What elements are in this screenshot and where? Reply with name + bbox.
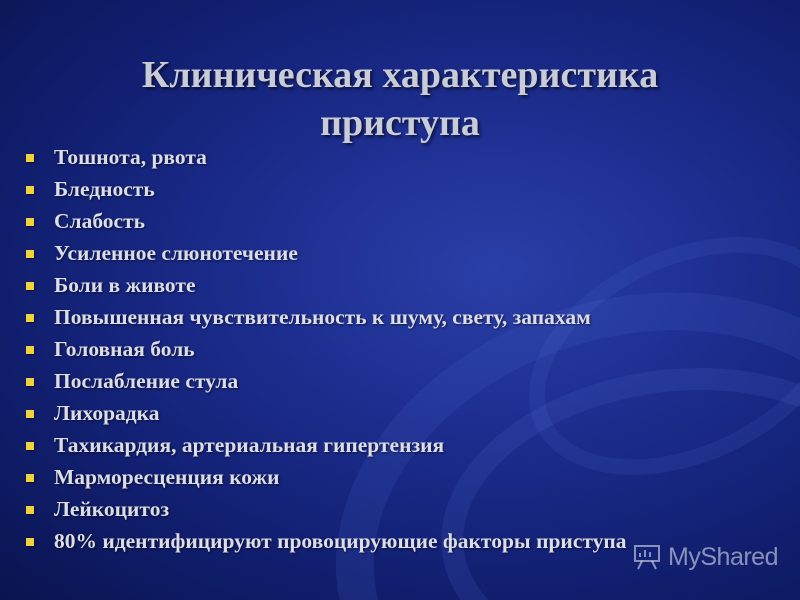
watermark-text: MyShared (668, 542, 778, 571)
list-item (0, 141, 800, 173)
list-item (0, 205, 800, 237)
square-bullet-icon (26, 250, 34, 258)
square-bullet-icon (26, 154, 34, 162)
list-item (0, 365, 800, 397)
list-item (0, 493, 800, 525)
list-item-text: Марморесценция кожи (54, 465, 280, 489)
slide-title-line-1: Клиническая характеристика (141, 54, 659, 97)
list-item-text: Тахикардия, артериальная гипертензия (54, 433, 445, 457)
list-item-text: Усиленное слюнотечение (54, 241, 298, 265)
list-item (0, 237, 800, 269)
slide-title-line-2: приступа (320, 102, 480, 145)
square-bullet-icon (26, 346, 34, 354)
square-bullet-icon (26, 538, 34, 546)
square-bullet-icon (26, 506, 34, 514)
square-bullet-icon (26, 378, 34, 386)
list-item-text: Бледность (54, 177, 155, 201)
list-item-text: 80% идентифицируют провоцирующие факторы приступа (54, 529, 627, 553)
list-item-text: Послабление стула (54, 369, 239, 393)
symptom-list (0, 141, 800, 557)
list-item-text: Головная боль (54, 337, 195, 361)
list-item (0, 173, 800, 205)
list-item (0, 397, 800, 429)
square-bullet-icon (26, 186, 34, 194)
list-item-text: Лихорадка (54, 401, 160, 425)
presentation-board-icon (632, 542, 662, 572)
square-bullet-icon (26, 474, 34, 482)
list-item-text: Повышенная чувствительность к шуму, свету, запахам (54, 305, 591, 329)
list-item (0, 301, 800, 333)
list-item-text: Лейкоцитоз (54, 497, 170, 521)
square-bullet-icon (26, 410, 34, 418)
list-item (0, 429, 800, 461)
list-item-text: Боли в животе (54, 273, 196, 297)
list-item (0, 461, 800, 493)
list-item (0, 269, 800, 301)
square-bullet-icon (26, 282, 34, 290)
list-item-text: Тошнота, рвота (54, 145, 207, 169)
square-bullet-icon (26, 442, 34, 450)
square-bullet-icon (26, 218, 34, 226)
slide-title (60, 51, 740, 147)
list-item (0, 333, 800, 365)
square-bullet-icon (26, 314, 34, 322)
myshared-watermark (632, 542, 778, 572)
list-item-text: Слабость (54, 209, 146, 233)
